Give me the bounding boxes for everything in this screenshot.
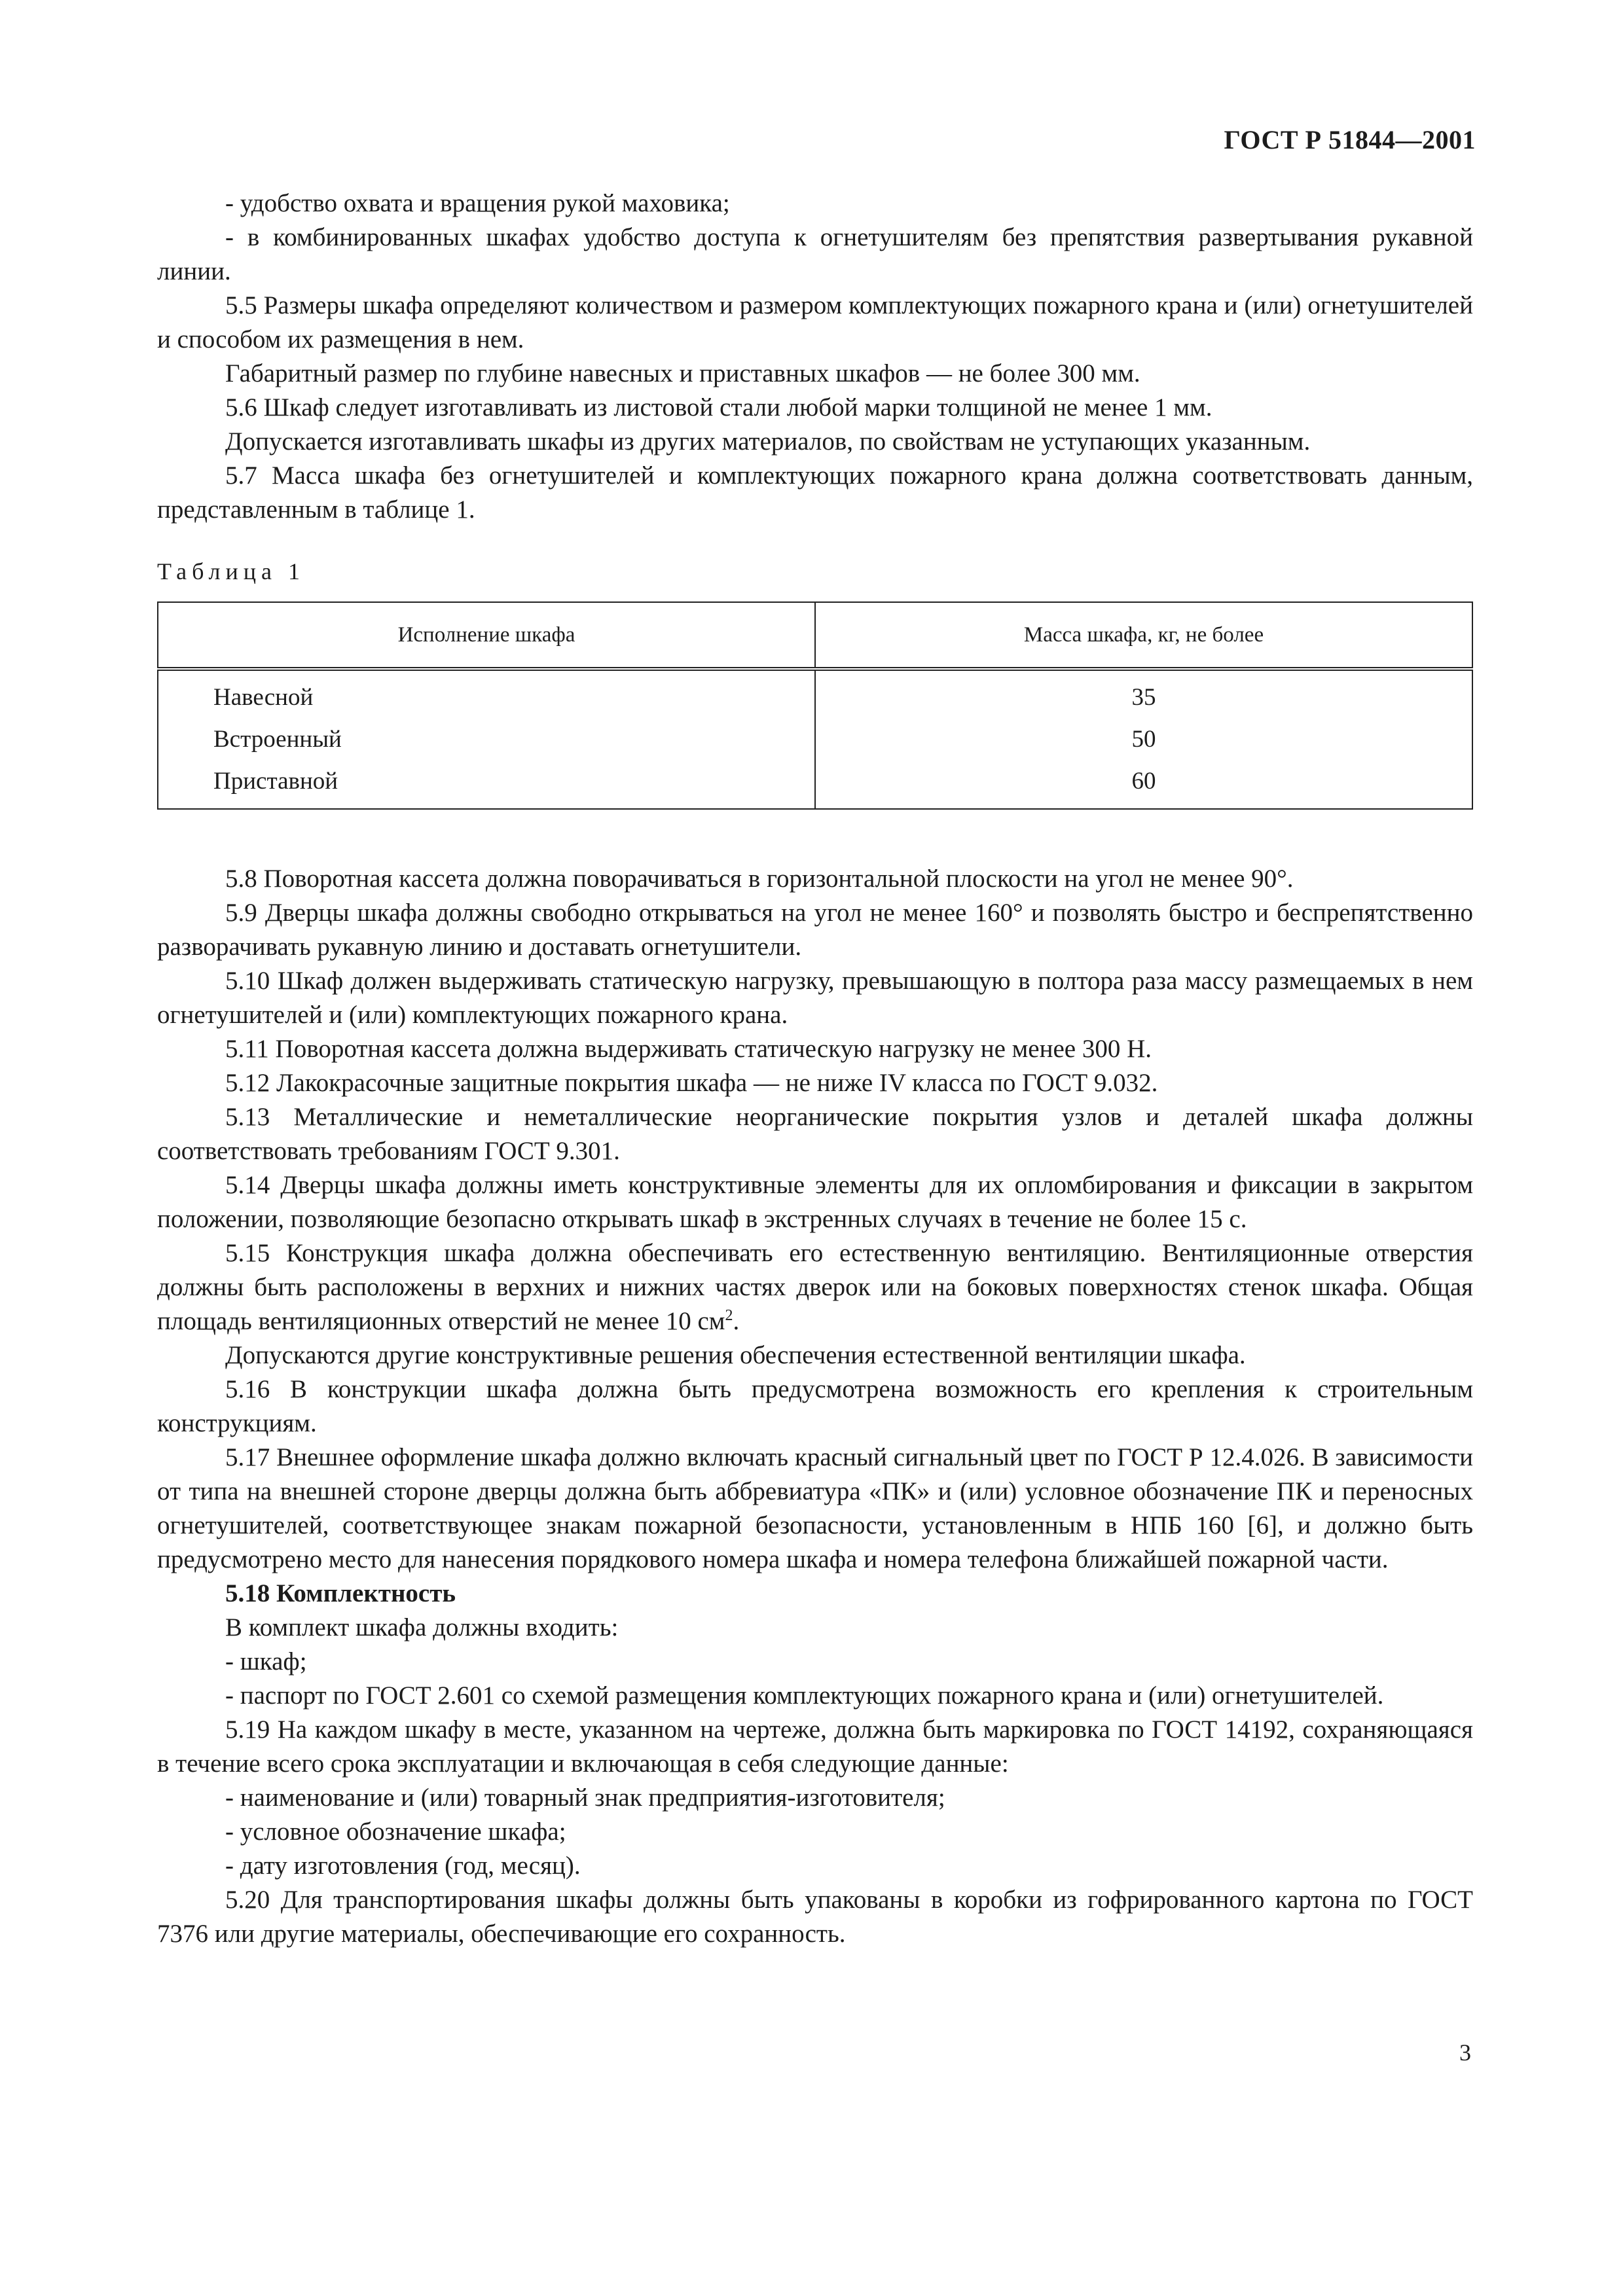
table-cell-value: 60 (815, 761, 1472, 809)
paragraph-text: 5.18 Комплектность (225, 1579, 456, 1607)
table-row (158, 761, 1472, 809)
table-cell-value: 35 (815, 669, 1472, 719)
paragraph-text: 5.12 Лакокрасочные защитные покрытия шкафа — не ниже IV класса по ГОСТ 9.032. (225, 1069, 1158, 1097)
paragraph-text: В комплект шкафа должны входить: (225, 1613, 619, 1641)
paragraph (157, 425, 1473, 459)
paragraph-text: 5.9 Дверцы шкафа должны свободно открываться на угол не менее 160° и позволять быстро и беспрепятственно разворачивать рукавную линию и доставать огнетушители. (157, 899, 1473, 961)
paragraph (157, 964, 1473, 1032)
table-cell-name: Навесной (158, 669, 815, 719)
paragraph (157, 1713, 1473, 1781)
paragraph (157, 1338, 1473, 1372)
paragraph (157, 1883, 1473, 1951)
paragraph-text: Допускаются другие конструктивные решения обеспечения естественной вентиляции шкафа. (225, 1341, 1246, 1369)
paragraph-text: 5.13 Металлические и неметаллические неорганические покрытия узлов и деталей шкафа должны соответствовать требованиям ГОСТ 9.301. (157, 1103, 1473, 1165)
paragraph (157, 459, 1473, 527)
paragraph (157, 1781, 1473, 1815)
paragraph-text: 5.14 Дверцы шкафа должны иметь конструктивные элементы для их опломбирования и фиксации в закрытом положении, позволяющие безопасно открывать шкаф в экстренных случаях в течение не более 15 с. (157, 1171, 1473, 1233)
paragraph-text: Допускается изготавливать шкафы из других материалов, по свойствам не уступающих указанным. (225, 427, 1311, 456)
paragraph-text: 5.6 Шкаф следует изготавливать из листовой стали любой марки толщиной не менее 1 мм. (225, 393, 1213, 422)
table-cell-name: Приставной (158, 761, 815, 809)
paragraph-text: - в комбинированных шкафах удобство доступа к огнетушителям без препятствия развертывания рукавной линии. (157, 223, 1473, 285)
paragraph-text: - удобство охвата и вращения рукой маховика; (225, 189, 730, 217)
paragraph (157, 896, 1473, 964)
paragraph-text: 5.16 В конструкции шкафа должна быть предусмотрена возможность его крепления к строительным конструкциям. (157, 1375, 1473, 1437)
table-header-cell: Масса шкафа, кг, не более (815, 602, 1472, 669)
paragraph (157, 221, 1473, 289)
paragraph (157, 1815, 1473, 1849)
table-cell-value: 50 (815, 719, 1472, 761)
paragraph (157, 1611, 1473, 1645)
paragraph-text: - шкаф; (225, 1647, 307, 1676)
paragraphs-before-table (157, 187, 1473, 527)
paragraph-text: - условное обозначение шкафа; (225, 1818, 566, 1846)
section-heading (157, 1577, 1473, 1611)
paragraph (157, 187, 1473, 221)
paragraph (157, 1849, 1473, 1883)
paragraph (157, 1032, 1473, 1066)
paragraph-text: 5.20 Для транспортирования шкафы должны быть упакованы в коробки из гофрированного картона по ГОСТ 7376 или другие материалы, обеспечивающие его сохранность. (157, 1886, 1473, 1948)
page-number: 3 (1459, 2039, 1471, 2066)
paragraph (157, 357, 1473, 391)
table-1 (157, 601, 1473, 810)
superscript: 2 (725, 1307, 733, 1324)
paragraph (157, 289, 1473, 357)
paragraph-text: - дату изготовления (год, месяц). (225, 1852, 581, 1880)
paragraph-text: - наименование и (или) товарный знак предприятия-изготовителя; (225, 1784, 945, 1812)
paragraph-text: Габаритный размер по глубине навесных и приставных шкафов — не более 300 мм. (225, 359, 1140, 387)
paragraphs-after-table (157, 862, 1473, 1951)
paragraph (157, 1100, 1473, 1168)
table-cell-name: Встроенный (158, 719, 815, 761)
document-body (157, 187, 1473, 1951)
paragraph (157, 1679, 1473, 1713)
paragraph (157, 1441, 1473, 1577)
paragraph-text: 5.10 Шкаф должен выдерживать статическую нагрузку, превышающую в полтора раза массу размещаемых в нем огнетушителей и (или) комплектующих пожарного крана. (157, 967, 1473, 1029)
paragraph-text: 5.17 Внешнее оформление шкафа должно включать красный сигнальный цвет по ГОСТ Р 12.4.026. В зависимости от типа на внешней стороне дверцы должна быть аббревиатура «ПК» и (или) условное обозначение ПК и переносных огнетушителей, соответствующее знакам пожарной безопасности, установленным в НПБ 160 [6], и должно быть предусмотрено место для нанесения порядкового номера шкафа и номера телефона ближайшей пожарной части. (157, 1443, 1473, 1573)
paragraph (157, 1066, 1473, 1100)
paragraph (157, 391, 1473, 425)
paragraph-tail: . (733, 1307, 740, 1335)
document-header: ГОСТ Р 51844—2001 (1224, 125, 1476, 154)
paragraph (157, 1236, 1473, 1338)
paragraph (157, 1372, 1473, 1441)
paragraph-text: 5.8 Поворотная кассета должна поворачиваться в горизонтальной плоскости на угол не менее 90°. (225, 865, 1294, 893)
table-caption: Таблица 1 (157, 558, 305, 584)
table-header-cell: Исполнение шкафа (158, 602, 815, 669)
paragraph-text: 5.15 Конструкция шкафа должна обеспечивать его естественную вентиляцию. Вентиляционные отверстия должны быть расположены в верхних и нижних частях дверок или на боковых поверхностях стенок шкафа. Общая площадь вентиляционных отверстий не менее 10 см (157, 1239, 1473, 1335)
paragraph (157, 1645, 1473, 1679)
paragraph-text: 5.5 Размеры шкафа определяют количеством и размером комплектующих пожарного крана и (или) огнетушителей и способом их размещения в нем. (157, 291, 1473, 353)
table-row (158, 719, 1472, 761)
paragraph (157, 862, 1473, 896)
paragraph (157, 1168, 1473, 1236)
table-header-row (158, 602, 1472, 669)
table-row (158, 669, 1472, 719)
paragraph-text: 5.11 Поворотная кассета должна выдерживать статическую нагрузку не менее 300 Н. (225, 1035, 1152, 1063)
paragraph-text: 5.7 Масса шкафа без огнетушителей и комплектующих пожарного крана должна соответствовать данным, представленным в таблице 1. (157, 461, 1473, 524)
paragraph-text: 5.19 На каждом шкафу в месте, указанном на чертеже, должна быть маркировка по ГОСТ 14192, сохраняющаяся в течение всего срока эксплуатации и включающая в себя следующие данные: (157, 1715, 1473, 1778)
paragraph-text: - паспорт по ГОСТ 2.601 со схемой размещения комплектующих пожарного крана и (или) огнетушителей. (225, 1681, 1384, 1710)
